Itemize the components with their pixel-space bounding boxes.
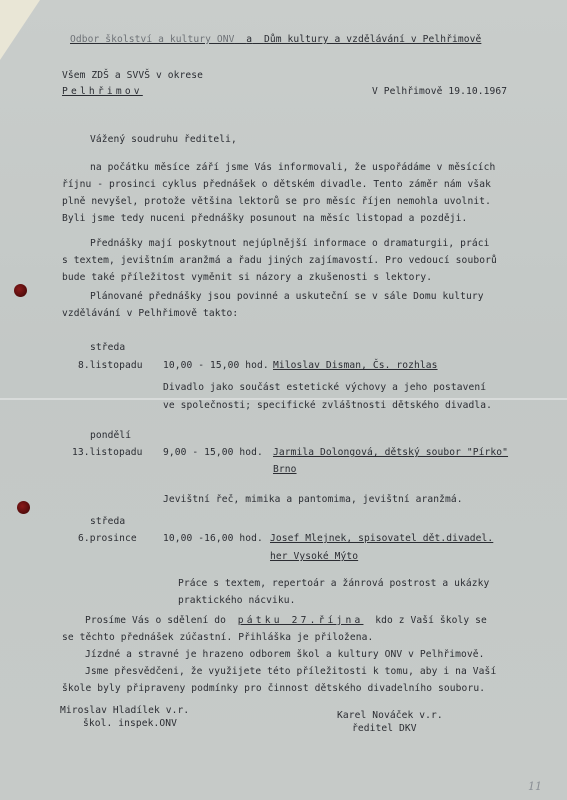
closing-line: Jízdné a stravné je hrazeno odborem škol a kultury ONV v Pelhřimově. bbox=[85, 649, 485, 660]
closing-text: Prosíme Vás o sdělení do bbox=[85, 615, 227, 626]
lecture-lecturer-line-2: Brno bbox=[273, 464, 297, 475]
lecture-topic-line: Divadlo jako součást estetické výchovy a jeho postavení bbox=[163, 382, 487, 393]
lecture-day: středa bbox=[90, 342, 126, 353]
addressee-line-2: Pelhřimov bbox=[62, 86, 143, 97]
closing-text: kdo z Vaší školy se bbox=[375, 615, 487, 626]
punch-hole bbox=[17, 501, 30, 514]
lecture-date: 13.listopadu bbox=[72, 447, 143, 458]
lecture-day: pondělí bbox=[90, 430, 132, 441]
lecture-day: středa bbox=[90, 516, 126, 527]
lecture-lecturer: Miloslav Disman, Čs. rozhlas bbox=[273, 360, 438, 371]
lecture-topic-line: Jevištní řeč, mimika a pantomima, jevištní aranžmá. bbox=[163, 494, 463, 505]
addressee-line-1: Všem ZDŠ a SVVŠ v okrese bbox=[62, 70, 204, 81]
lecture-topic-line: Práce s textem, repertoár a žánrová postrost a ukázky bbox=[178, 578, 490, 589]
closing-line: škole byly připraveny podmínky pro činnost dětského divadelního souboru. bbox=[62, 683, 486, 694]
paragraph-line: Plánované přednášky jsou povinné a uskuteční se v sále Domu kultury bbox=[90, 291, 484, 302]
signature-role: ředitel DKV bbox=[352, 723, 417, 734]
lecture-date: 8.listopadu bbox=[78, 360, 143, 371]
paragraph-line: Byli jsme tedy nuceni přednášky posunout na měsíc listopad a později. bbox=[62, 213, 468, 224]
signature-name: Karel Nováček v.r. bbox=[337, 710, 443, 721]
letterhead-right: Dům kultury a vzdělávání v Pelhřimově bbox=[263, 34, 482, 45]
reply-deadline: pátku 27.října bbox=[237, 615, 364, 626]
folded-corner bbox=[0, 0, 40, 60]
lecture-lecturer-line-2: her Vysoké Mýto bbox=[270, 551, 359, 562]
closing-line: Jsme přesvědčeni, že využijete této příležitosti k tomu, aby i na Vaší bbox=[85, 666, 497, 677]
lecture-date: 6.prosince bbox=[78, 533, 137, 544]
signature-role: škol. inspek.ONV bbox=[83, 718, 178, 729]
closing-line: se těchto přednášek zúčastní. Přihláška je přiložena. bbox=[62, 632, 374, 643]
paragraph-line: plně nevyšel, protože většina lektorů se pro měsíc říjen nemohla uvolnit. bbox=[62, 196, 491, 207]
paragraph-line: vzdělávání v Pelhřimově takto: bbox=[62, 308, 239, 319]
punch-hole bbox=[14, 284, 27, 297]
salutation: Vážený soudruhu řediteli, bbox=[90, 134, 237, 145]
paragraph-line: Přednášky mají poskytnout nejúplnější informace o dramaturgii, práci bbox=[90, 238, 490, 249]
letterhead bbox=[70, 34, 481, 46]
lecture-time: 9,00 - 15,00 hod. bbox=[163, 447, 263, 458]
paragraph-line: bude také příležitost vyměnit si názory a zkušenosti s lektory. bbox=[62, 272, 433, 283]
closing-line bbox=[85, 615, 487, 627]
lecture-topic-line: praktického nácviku. bbox=[178, 595, 296, 606]
page-number: 11 bbox=[528, 780, 542, 793]
lecture-time: 10,00 - 15,00 hod. bbox=[163, 360, 269, 371]
letterhead-conj: a bbox=[246, 34, 253, 45]
lecture-topic-line: ve společnosti; specifické zvláštnosti dětského divadla. bbox=[163, 400, 493, 411]
place-date: V Pelhřimově 19.10.1967 bbox=[372, 86, 508, 97]
paragraph-line: s textem, jevištním aranžmá a řadu jiných zajímavostí. Pro vedoucí souborů bbox=[62, 255, 497, 266]
lecture-time: 10,00 -16,00 hod. bbox=[163, 533, 263, 544]
letterhead-left: Odbor školství a kultury ONV bbox=[70, 34, 235, 45]
lecture-lecturer: Josef Mlejnek, spisovatel dět.divadel. bbox=[270, 533, 494, 544]
paragraph-line: na počátku měsíce září jsme Vás informovali, že uspořádáme v měsících bbox=[90, 162, 496, 173]
lecture-lecturer: Jarmila Dolongová, dětský soubor "Pírko" bbox=[273, 447, 509, 458]
signature-name: Miroslav Hladílek v.r. bbox=[60, 705, 190, 716]
paragraph-line: říjnu - prosinci cyklus přednášek o dětském divadle. Tento záměr nám však bbox=[62, 179, 491, 190]
